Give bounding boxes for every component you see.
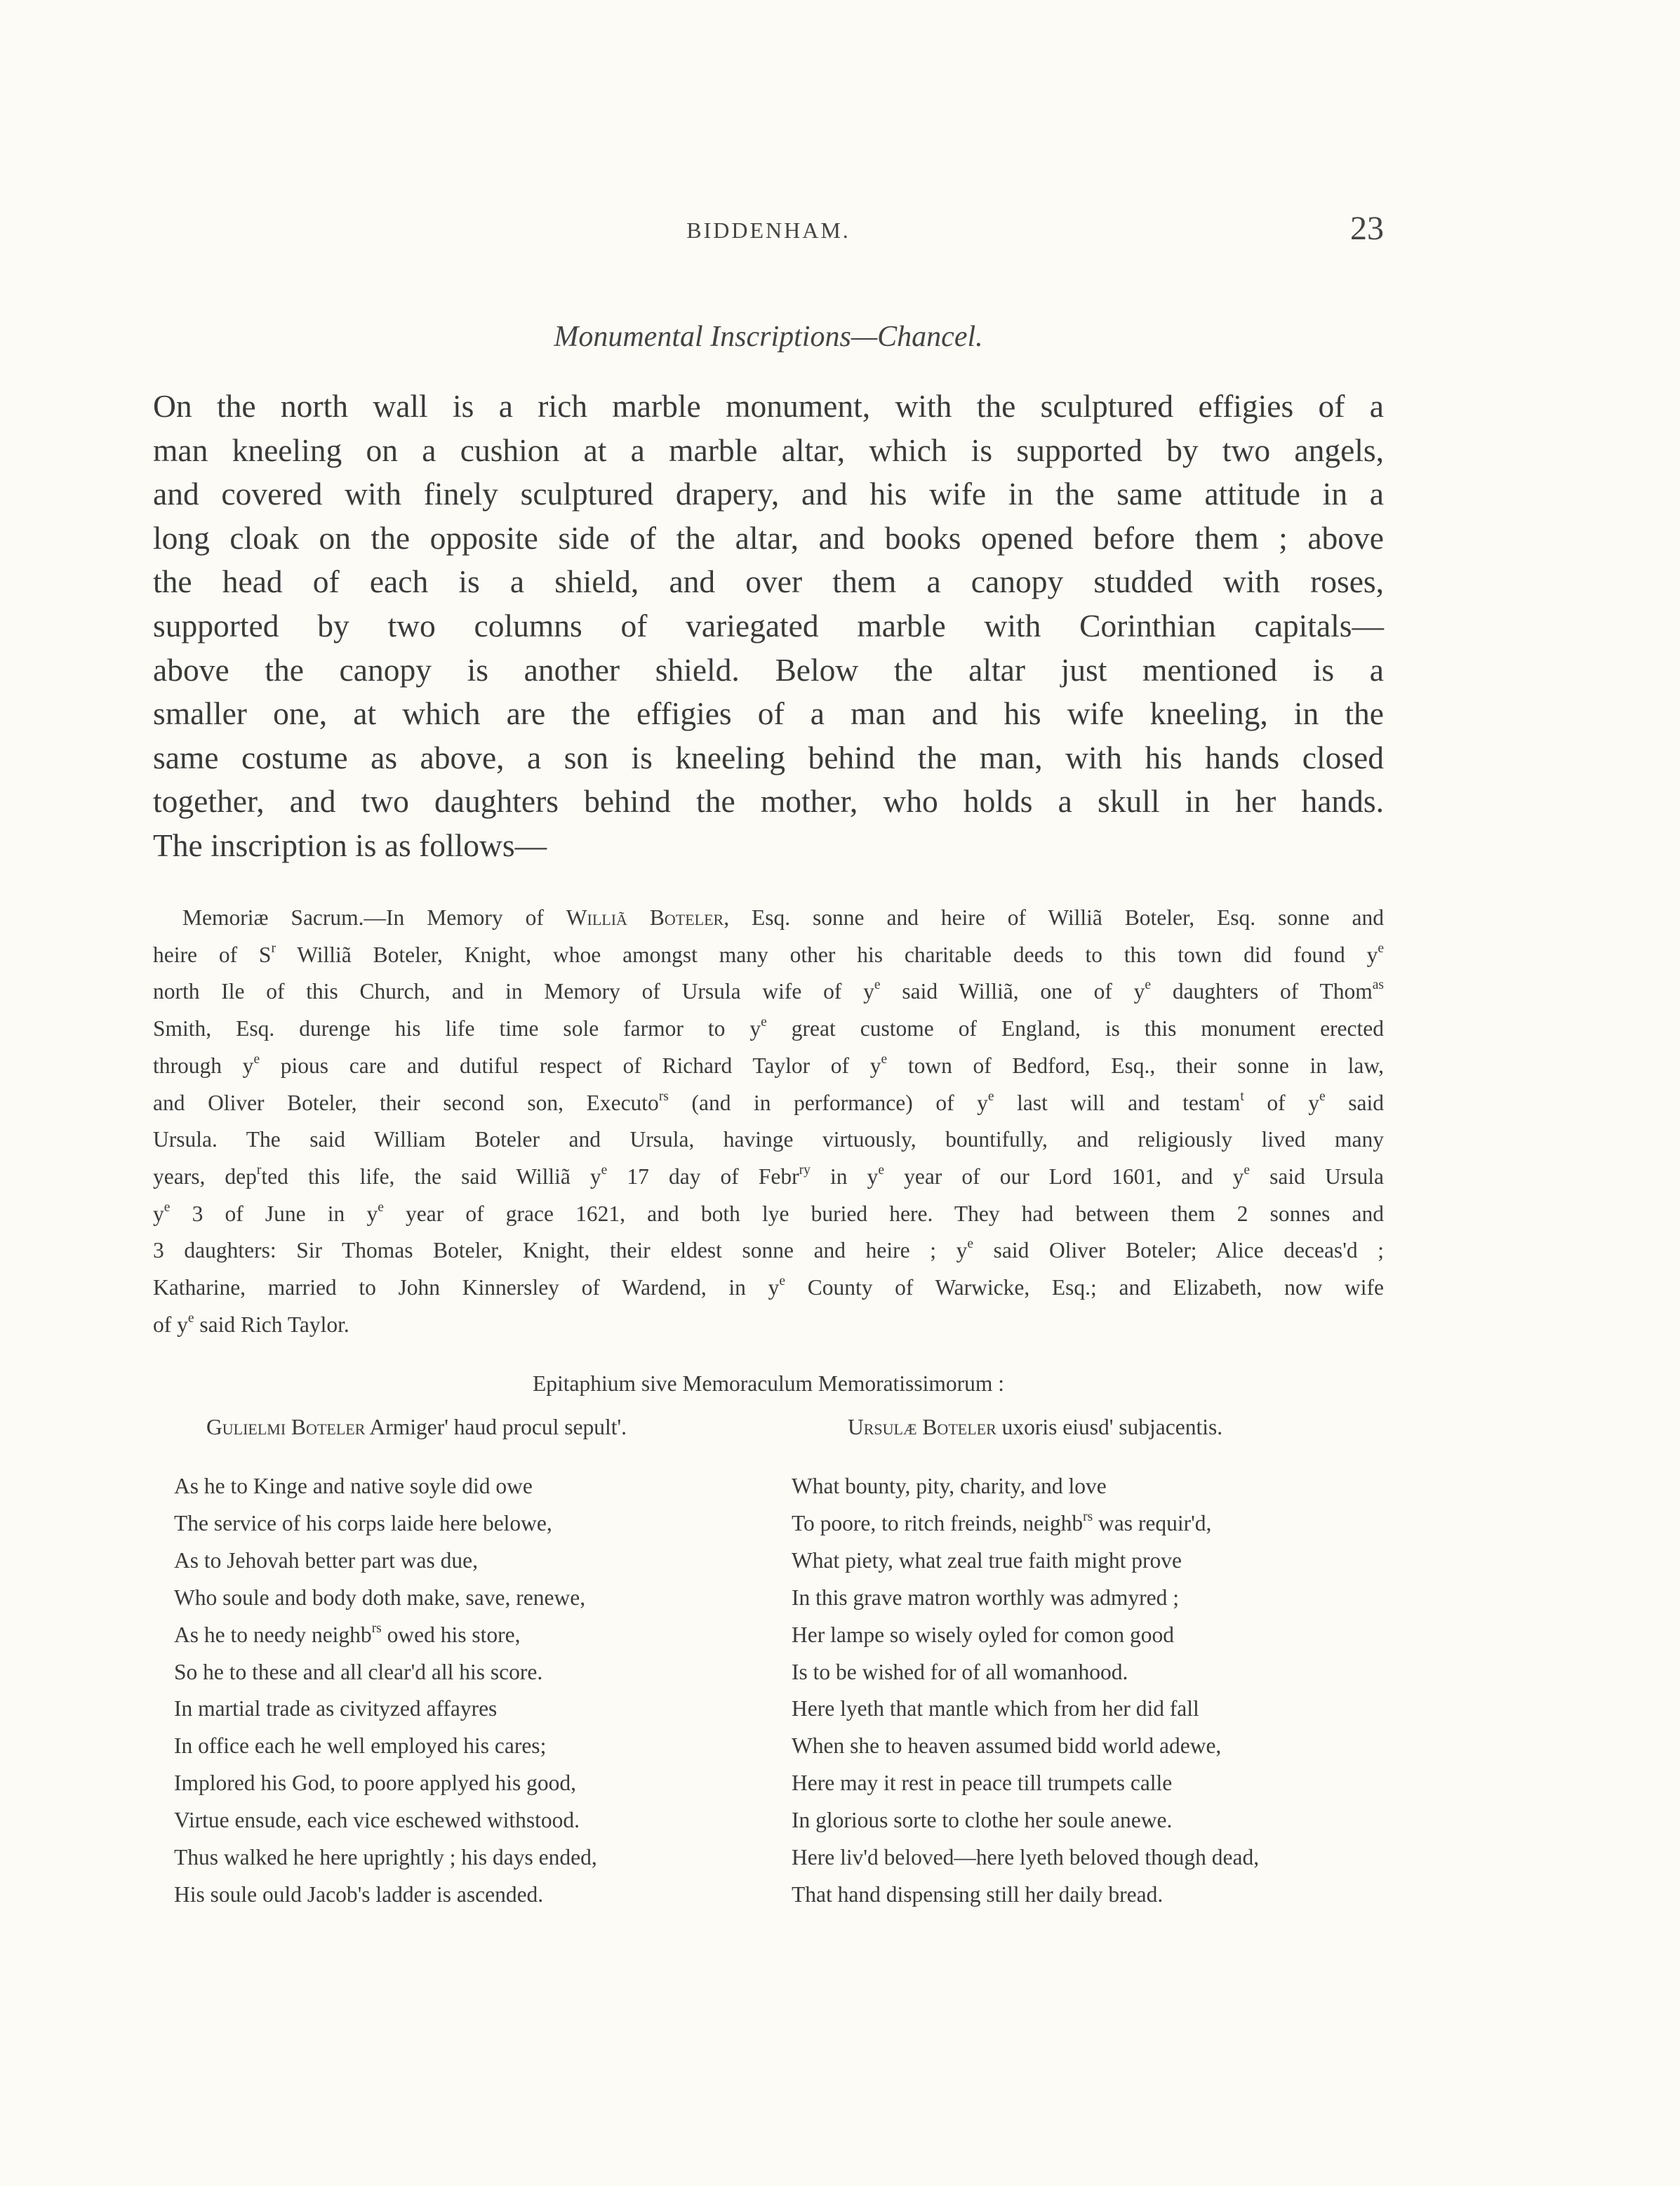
verse-line: Is to be wished for of all womanhood. — [792, 1659, 1128, 1684]
inscription-line — [153, 1196, 1384, 1233]
superscript: r — [256, 1162, 262, 1178]
superscript: e — [378, 1199, 384, 1215]
inscription-line: Ursula. The said William Boteler and Ursula, havinge virtuously, bountifully, and religiously lived many — [153, 1127, 1384, 1152]
text-run: To poore, to ritch freinds, neighb — [792, 1510, 1084, 1535]
text-run: Armiger' haud procul sepult'. — [365, 1415, 627, 1439]
text-run: through y — [153, 1053, 254, 1078]
text-run: Williã Boteler, Knight, whoe amongst many other his charitable deeds to this town did found y — [275, 942, 1378, 967]
superscript: r — [271, 940, 276, 956]
text-run: heire of S — [153, 942, 272, 967]
inscription-line — [153, 1159, 1384, 1196]
section-title: Monumental Inscriptions—Chancel. — [554, 321, 983, 353]
verse-line: As he to Kinge and native soyle did owe — [174, 1474, 533, 1498]
verse-line: So he to these and all clear'd all his score. — [174, 1659, 543, 1684]
text-run: and Oliver Boteler, their second son, Executo — [153, 1090, 659, 1115]
text-run: of y — [153, 1312, 188, 1337]
page-number: 23 — [1350, 210, 1384, 247]
text-run: last will and testam — [994, 1090, 1241, 1115]
text-run: pious care and dutiful respect of Richard Taylor of y — [260, 1053, 881, 1078]
text-run: great custome of England, is this monument erected — [766, 1016, 1384, 1041]
text-run: As he to needy neighb — [174, 1622, 372, 1647]
text-run: said — [1325, 1090, 1384, 1115]
text-run: year of grace 1621, and both lye buried here. They had between them 2 sonnes and — [383, 1201, 1384, 1226]
left-verse — [174, 1468, 749, 1914]
inscription-text — [153, 900, 1384, 1343]
text-run: owed his store, — [381, 1622, 521, 1647]
verse-line: What bounty, pity, charity, and love — [792, 1474, 1107, 1498]
verse-line: Who soule and body doth make, save, renewe, — [174, 1585, 586, 1610]
name-smallcaps: Gulielmi Boteler — [206, 1415, 366, 1439]
right-verse — [792, 1468, 1388, 1914]
intro-line: The inscription is as follows— — [153, 827, 547, 863]
verse-line: When she to heaven assumed bidd world adewe, — [792, 1733, 1222, 1759]
text-run: 17 day of Febr — [607, 1164, 799, 1189]
superscript: e — [1319, 1088, 1326, 1104]
text-run: said Rich Taylor. — [194, 1312, 349, 1337]
intro-line: above the canopy is another shield. Below the altar just mentioned is a — [153, 651, 1384, 688]
inscription-line — [153, 1085, 1384, 1122]
name-smallcaps: Williã Boteler — [566, 905, 724, 930]
verse-line: Virtue ensude, each vice eschewed withstood. — [174, 1808, 580, 1833]
superscript: e — [253, 1051, 260, 1067]
text-run: uxoris eiusd' subjacentis. — [996, 1415, 1223, 1439]
left-column-heading — [206, 1415, 627, 1440]
text-run: of y — [1244, 1090, 1319, 1115]
text-run: Memoriæ Sacrum.—In Memory of — [182, 905, 566, 930]
text-run: y — [153, 1201, 164, 1226]
text-run: said Oliver Boteler; Alice deceas'd ; — [973, 1238, 1384, 1263]
superscript: rs — [371, 1620, 382, 1636]
verse-line: Here lyeth that mantle which from her did fall — [792, 1696, 1199, 1721]
superscript: rs — [658, 1088, 669, 1104]
verse-line: Here may it rest in peace till trumpets calle — [792, 1771, 1173, 1796]
superscript: e — [761, 1015, 767, 1030]
verse-line: The service of his corps laide here belowe, — [174, 1510, 552, 1535]
intro-paragraph — [153, 385, 1384, 868]
intro-line: the head of each is a shield, and over them a canopy studded with roses, — [153, 564, 1384, 600]
superscript: e — [987, 1088, 994, 1104]
superscript: e — [878, 1162, 884, 1178]
text-run: Katharine, married to John Kinnersley of Wardend, in y — [153, 1275, 780, 1300]
superscript: e — [881, 1051, 888, 1067]
verse-line — [174, 1617, 749, 1654]
verse-line — [792, 1505, 1388, 1542]
verse-line: Here liv'd beloved—here lyeth beloved though dead, — [792, 1845, 1260, 1870]
superscript: rs — [1083, 1509, 1093, 1524]
text-run: said Ursula — [1250, 1164, 1384, 1189]
text-run: was requir'd, — [1093, 1510, 1212, 1535]
superscript: e — [779, 1273, 786, 1288]
name-smallcaps: Ursulæ Boteler — [848, 1415, 996, 1439]
verse-line: In this grave matron worthly was admyred ; — [792, 1585, 1179, 1610]
intro-line: and covered with finely sculptured drapery, and his wife in the same attitude in a — [153, 476, 1384, 512]
superscript: e — [1378, 940, 1385, 956]
text-run: in y — [810, 1164, 879, 1189]
text-run: town of Bedford, Esq., their sonne in law, — [887, 1053, 1384, 1078]
superscript: as — [1372, 978, 1384, 993]
text-run: (and in performance) of y — [668, 1090, 988, 1115]
superscript: e — [967, 1237, 974, 1252]
verse-line: Thus walked he here uprightly ; his days ended, — [174, 1845, 597, 1870]
inscription-line — [153, 1048, 1384, 1085]
superscript: e — [187, 1310, 194, 1326]
superscript: ry — [799, 1162, 811, 1178]
text-run: daughters of Thom — [1151, 979, 1373, 1004]
intro-line: same costume as above, a son is kneeling behind the man, with his hands closed — [153, 739, 1384, 775]
inscription-line — [153, 973, 1384, 1011]
verse-line: Her lampe so wisely oyled for comon good — [792, 1622, 1175, 1647]
text-run: north Ile of this Church, and in Memory of Ursula wife of y — [153, 979, 874, 1004]
verse-line: That hand dispensing still her daily bread. — [792, 1881, 1164, 1907]
text-run: 3 of June in y — [170, 1201, 378, 1226]
intro-line: together, and two daughters behind the mother, who holds a skull in her hands. — [153, 783, 1384, 820]
superscript: e — [1244, 1162, 1251, 1178]
superscript: e — [1145, 978, 1152, 993]
text-run: said Williã, one of y — [880, 979, 1145, 1004]
inscription-line — [153, 1232, 1384, 1269]
intro-line: smaller one, at which are the effigies of a man and his wife kneeling, in the — [153, 695, 1384, 732]
inscription-line — [153, 900, 1384, 937]
epitaph-heading: Epitaphium sive Memoraculum Memoratissimorum : — [533, 1371, 1004, 1396]
right-column-heading — [848, 1415, 1222, 1440]
superscript: e — [601, 1162, 608, 1178]
inscription-line — [153, 937, 1384, 974]
verse-line: His soule ould Jacob's ladder is ascended. — [174, 1881, 544, 1907]
intro-line: man kneeling on a cushion at a marble altar, which is supported by two angels, — [153, 432, 1384, 468]
intro-line: long cloak on the opposite side of the altar, and books opened before them ; above — [153, 519, 1384, 556]
verse-line: Implored his God, to poore applyed his good, — [174, 1771, 577, 1796]
superscript: t — [1240, 1088, 1244, 1104]
running-head: BIDDENHAM. — [686, 218, 851, 243]
intro-line: On the north wall is a rich marble monument, with the sculptured effigies of a — [153, 388, 1384, 424]
verse-line: What piety, what zeal true faith might prove — [792, 1547, 1182, 1573]
page-header — [153, 209, 1384, 251]
verse-line: In glorious sorte to clothe her soule anewe. — [792, 1808, 1173, 1833]
verse-line: In office each he well employed his cares; — [174, 1733, 547, 1759]
verse-line: As to Jehovah better part was due, — [174, 1547, 479, 1573]
verse-line: In martial trade as civityzed affayres — [174, 1696, 498, 1721]
text-run: County of Warwicke, Esq.; and Elizabeth, now wife — [785, 1275, 1385, 1300]
inscription-line — [153, 1269, 1384, 1307]
text-run: Smith, Esq. durenge his life time sole farmor to y — [153, 1016, 761, 1041]
inscription-line — [153, 1011, 1384, 1048]
text-run: 3 daughters: Sir Thomas Boteler, Knight, their eldest sonne and heire ; y — [153, 1238, 968, 1263]
inscription-line — [153, 1307, 1384, 1344]
superscript: e — [164, 1199, 171, 1215]
text-run: ted this life, the said Williã y — [261, 1164, 601, 1189]
intro-line: supported by two columns of variegated marble with Corinthian capitals— — [153, 607, 1384, 644]
text-run: years, dep — [153, 1164, 257, 1189]
text-run: , Esq. sonne and heire of Williã Boteler, Esq. sonne and — [724, 905, 1384, 930]
superscript: e — [874, 978, 881, 993]
text-run: year of our Lord 1601, and y — [884, 1164, 1244, 1189]
